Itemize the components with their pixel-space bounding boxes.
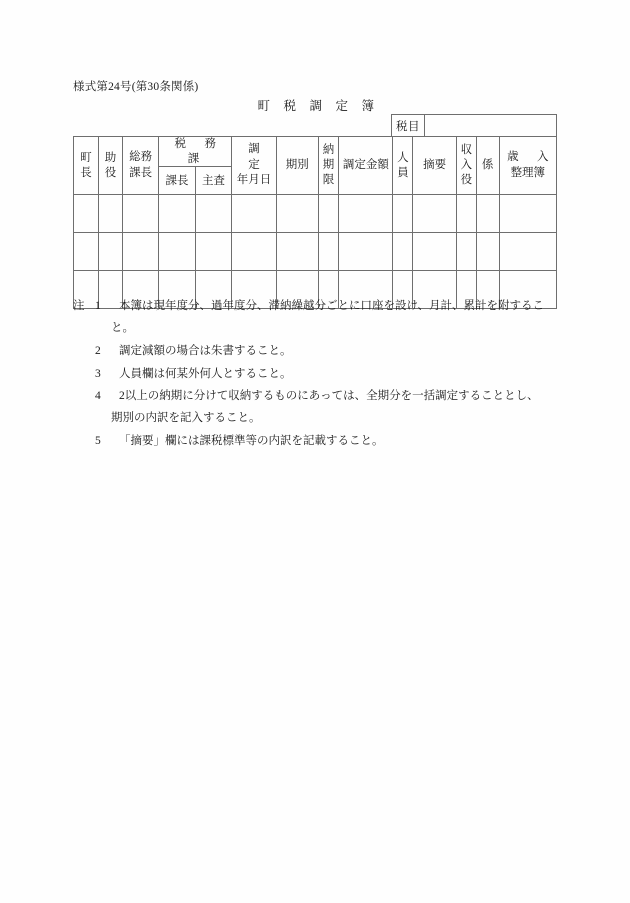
col-header-assessment-date-line1: 調 定 <box>248 143 279 171</box>
tax-item-label: 税目 <box>392 115 425 136</box>
cell-assessment-date[interactable] <box>232 233 277 271</box>
col-header-general-affairs-chief-line2: 課長 <box>129 166 153 179</box>
col-header-general-affairs-chief <box>122 137 158 195</box>
col-header-assessed-amount <box>339 137 393 195</box>
note-number: 1 <box>95 300 101 312</box>
cell-persons[interactable] <box>393 233 413 271</box>
col-header-term-label: 期別 <box>285 159 309 172</box>
col-header-persons <box>393 137 413 195</box>
cell-assessed-amount[interactable] <box>339 233 393 271</box>
col-header-deputy-mayor-line2: 役 <box>104 166 117 179</box>
cell-tax-division-inspector[interactable] <box>195 195 231 233</box>
col-header-persons-line2: 員 <box>397 166 409 179</box>
page-title <box>0 96 630 114</box>
note-text-main: 人員欄は何某外何人とすること。 <box>119 367 292 380</box>
cell-deputy-mayor[interactable] <box>98 195 122 233</box>
header-group-row <box>74 137 557 167</box>
notes-block <box>73 296 561 454</box>
col-header-payment-deadline-line3: 限 <box>322 174 335 187</box>
col-header-treasurer-line3: 役 <box>460 174 473 187</box>
col-header-revenue-ledger-line2: 整理簿 <box>510 166 546 179</box>
col-header-remarks-label: 摘要 <box>423 159 447 172</box>
tax-item-value[interactable] <box>425 115 556 136</box>
note-number: 3 <box>95 367 101 380</box>
form-number: 様式第24号(第30条関係) <box>73 81 199 93</box>
note-item <box>73 296 561 340</box>
col-header-tax-division-chief <box>159 167 195 195</box>
note-text <box>119 341 561 363</box>
note-item <box>73 341 561 363</box>
cell-mayor[interactable] <box>74 195 99 233</box>
cell-treasurer[interactable] <box>456 233 476 271</box>
col-header-section <box>476 137 499 195</box>
col-header-tax-division-group-label: 税 務 課 <box>174 138 235 165</box>
col-header-mayor-line2: 長 <box>80 166 92 179</box>
note-item <box>73 386 561 430</box>
col-header-tax-division-group <box>159 137 235 167</box>
tax-item-row <box>391 114 557 136</box>
col-header-treasurer <box>456 137 476 195</box>
col-header-tax-division-chief-label: 課長 <box>165 174 189 187</box>
col-header-assessment-date-line2: 年月日 <box>236 174 272 187</box>
cell-payment-deadline[interactable] <box>318 233 339 271</box>
col-header-payment-deadline-line2: 期 <box>322 159 335 172</box>
note-text-main: 調定減額の場合は朱書すること。 <box>119 344 292 357</box>
col-header-treasurer-line1: 収 <box>460 144 473 157</box>
cell-term[interactable] <box>276 195 318 233</box>
col-header-assessed-amount-label: 調定金額 <box>342 159 389 172</box>
cell-tax-division-chief[interactable] <box>159 233 195 271</box>
note-text-main: 本簿は現年度分、過年度分、滞納繰越分ごとに口座を設け、月計、累計を附するこ <box>119 300 545 312</box>
note-text-main: 「摘要」欄には課税標準等の内訳を記載すること。 <box>119 435 384 448</box>
ledger-table <box>73 136 557 309</box>
col-header-revenue-ledger <box>499 137 556 195</box>
col-header-section-label: 係 <box>481 159 494 172</box>
col-header-general-affairs-chief-line1: 総務 <box>129 151 153 164</box>
cell-deputy-mayor[interactable] <box>98 233 122 271</box>
cell-payment-deadline[interactable] <box>318 195 339 233</box>
cell-term[interactable] <box>276 233 318 271</box>
notes-marker: 注 <box>73 300 85 312</box>
note-text <box>119 364 561 386</box>
cell-treasurer[interactable] <box>456 195 476 233</box>
col-header-mayor <box>74 137 99 195</box>
cell-general-affairs-chief[interactable] <box>122 233 158 271</box>
note-text-continuation: と。 <box>111 321 134 334</box>
note-number: 5 <box>95 435 101 448</box>
page-title-text: 町 税 調 定 簿 <box>257 99 375 113</box>
note-number: 2 <box>95 344 101 357</box>
col-header-revenue-ledger-line1: 歳 入 <box>507 151 553 164</box>
table-row <box>74 195 557 233</box>
col-header-mayor-line1: 町 <box>80 151 92 164</box>
col-header-assessment-date <box>232 137 277 195</box>
col-header-payment-deadline-line1: 納 <box>322 144 335 157</box>
cell-persons[interactable] <box>393 195 413 233</box>
cell-revenue-ledger[interactable] <box>499 195 556 233</box>
cell-remarks[interactable] <box>413 233 457 271</box>
note-text <box>111 296 561 340</box>
col-header-deputy-mayor <box>98 137 122 195</box>
cell-section[interactable] <box>476 233 499 271</box>
cell-tax-division-inspector[interactable] <box>195 233 231 271</box>
note-text <box>111 386 561 430</box>
col-header-tax-division-inspector <box>195 167 231 195</box>
note-text-main: 2以上の納期に分けて収納するものにあっては、全期分を一括調定することとし、 <box>119 390 539 403</box>
cell-revenue-ledger[interactable] <box>499 233 556 271</box>
col-header-tax-division-inspector-label: 主査 <box>201 174 225 187</box>
col-header-treasurer-line2: 入 <box>460 159 473 172</box>
col-header-payment-deadline <box>318 137 339 195</box>
cell-section[interactable] <box>476 195 499 233</box>
col-header-remarks <box>413 137 457 195</box>
cell-tax-division-chief[interactable] <box>159 195 195 233</box>
table-row <box>74 233 557 271</box>
note-text <box>119 431 561 453</box>
note-text-continuation: 期別の内訳を記入すること。 <box>111 412 261 425</box>
cell-assessment-date[interactable] <box>232 195 277 233</box>
note-item <box>73 431 561 453</box>
cell-remarks[interactable] <box>413 195 457 233</box>
col-header-term <box>276 137 318 195</box>
col-header-persons-line1: 人 <box>397 151 409 164</box>
cell-assessed-amount[interactable] <box>339 195 393 233</box>
col-header-deputy-mayor-line1: 助 <box>104 151 117 164</box>
note-item <box>73 364 561 386</box>
cell-general-affairs-chief[interactable] <box>122 195 158 233</box>
cell-mayor[interactable] <box>74 233 99 271</box>
note-number: 4 <box>95 390 101 403</box>
